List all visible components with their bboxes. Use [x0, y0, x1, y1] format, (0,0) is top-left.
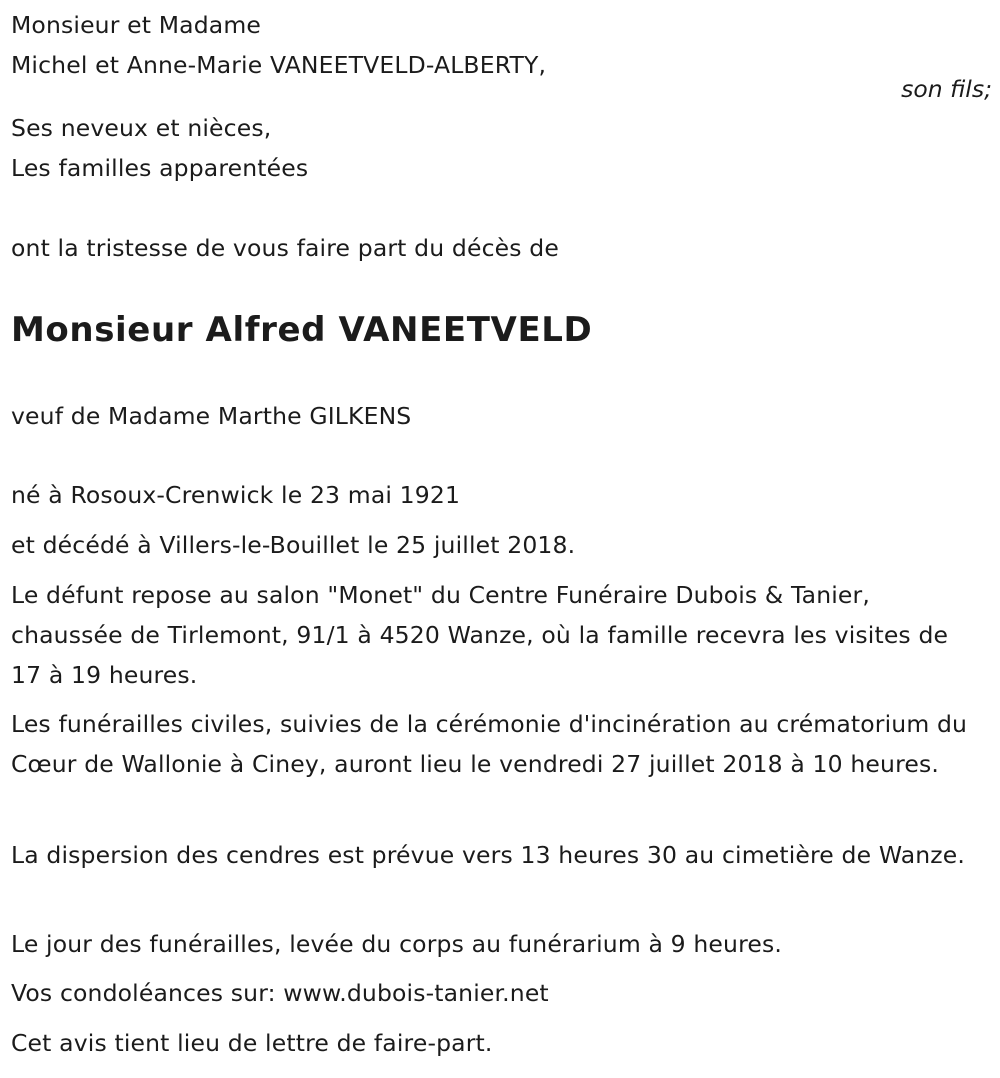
removal-line: Le jour des funérailles, levée du corps au funérarium à 9 heures. — [11, 930, 782, 958]
parents-line-2: Michel et Anne-Marie VANEETVELD-ALBERTY, — [11, 51, 547, 79]
funeral-paragraph: Les funérailles civiles, suivies de la cérémonie d'incinération au crématorium du Cœur de Wallonie à Ciney, auront lieu le vendredi 27 juillet 2018 à 10 heures. — [11, 710, 968, 778]
relation-label: son fils; — [901, 75, 992, 103]
notice-line: Cet avis tient lieu de lettre de faire-part. — [11, 1029, 493, 1057]
parents-line-1: Monsieur et Madame — [11, 11, 261, 39]
viewing-paragraph: Le défunt repose au salon "Monet" du Centre Funéraire Dubois & Tanier, chaussée de Tirlemont, 91/1 à 4520 Wanze, où la famille recevra les visites de 17 à 19 heures. — [11, 581, 949, 689]
announcement-text: ont la tristesse de vous faire part du décès de — [11, 234, 559, 262]
ashes-paragraph: La dispersion des cendres est prévue vers 13 heures 30 au cimetière de Wanze. — [11, 841, 966, 869]
condolences-line: Vos condoléances sur: www.dubois-tanier.net — [11, 979, 549, 1007]
widower-line: veuf de Madame Marthe GILKENS — [11, 402, 412, 430]
deceased-name: Monsieur Alfred VANEETVELD — [11, 310, 593, 350]
nephews-line: Ses neveux et nièces, — [11, 114, 272, 142]
death-line: et décédé à Villers-le-Bouillet le 25 juillet 2018. — [11, 531, 576, 559]
birth-line: né à Rosoux-Crenwick le 23 mai 1921 — [11, 481, 461, 509]
relatives-line: Les familles apparentées — [11, 154, 309, 182]
